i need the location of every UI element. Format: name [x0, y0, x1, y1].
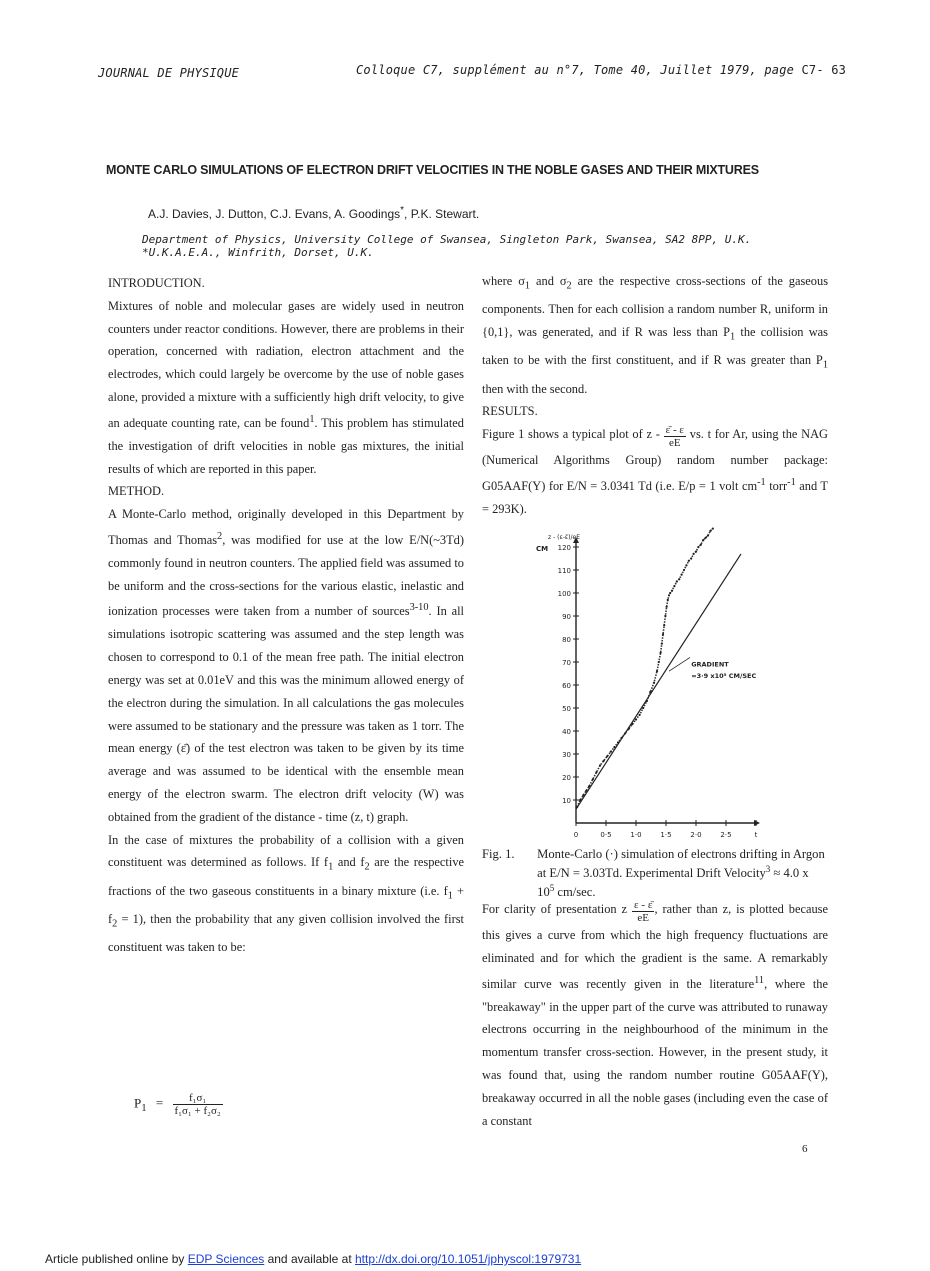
- y-axis-label: z - (ε-ε̄)/eE: [548, 534, 580, 541]
- x-tick-label: 1·5: [660, 831, 672, 839]
- data-point: [653, 682, 655, 684]
- intro-text-a: Mixtures of noble and molecular gases are widely used in neutron counters under reactor conditions. However, there are problems in their operation, concerned with radiation, electron attachment and the electrodes, which could largely be overcome by the use of noble gases alone, provided a mixture with a sufficiently high drift velocity, to give an adequate counting rate, can be found: [108, 298, 464, 430]
- method-ref-1: 2: [217, 530, 223, 542]
- fig1-text-c: torr: [765, 479, 788, 494]
- fig1-frac-num: ε̄ - ε: [665, 424, 685, 437]
- where-text-a: where σ: [482, 274, 525, 288]
- annotation-line-2: =3·9 x10⁵ CM/SEC: [691, 672, 757, 681]
- where-sub-1: 1: [524, 280, 531, 292]
- publisher-link[interactable]: EDP Sciences: [187, 1252, 265, 1266]
- fig1-frac-den: eE: [669, 437, 681, 450]
- clarity-frac-den: eE: [637, 912, 650, 924]
- probability-formula: [134, 1092, 223, 1117]
- clarity-text-b: , rather than z, is plotted because this gives a curve from which the high frequency fluctuations are eliminated and for which the gradient is the same. A remarkably similar curve was recently given in the literature: [482, 902, 828, 991]
- where-sub-2: 2: [566, 280, 572, 292]
- data-point: [646, 700, 648, 702]
- data-point: [585, 790, 587, 792]
- clarity-text-c: , where the "breakaway" in the upper part of the curve was attributed to runaway electrons occurring in the neighbourhood of the minimum in the momentum transfer cross-section. However, in the present study, it was found that, using the random number routine G05AAF(Y), breakaway occurred in all the noble gases (including even the case of a constant: [482, 976, 828, 1128]
- introduction-heading: INTRODUCTION.: [108, 276, 205, 290]
- where-sub-3: 1: [730, 331, 736, 343]
- data-point: [663, 624, 665, 626]
- intro-ref: 1: [309, 413, 315, 425]
- footer: [45, 1252, 581, 1266]
- author-mark: *: [400, 205, 405, 216]
- data-point: [667, 599, 669, 601]
- y-tick-label: 100: [557, 590, 571, 598]
- mix-sub-1: 1: [328, 861, 334, 873]
- data-point: [595, 771, 597, 773]
- y-tick-label: 80: [562, 636, 571, 644]
- method-text-c: . In all simulations isotropic scattering was assumed and the step length was chosen to correspond to 0.1 of the mean free path. The initial electron energy was set at 0.01eV and this was the minimum allowed energy of the electron during the simulation. In all calculations the gas molecules were assumed to be stationary and the pressure was taken as 1 torr. The mean energy (ε̄) of the test electron was taken to be given by its time average and was assumed to be identical with the ensemble mean energy of the electron swarm. The electron drift velocity (W) was obtained from the gradient of the distance - time (z, t) graph.: [108, 604, 464, 824]
- where-text-d: the collision was taken to be with the first constituent, and if R was greater than P: [482, 325, 828, 368]
- page-mark: 6: [802, 1143, 808, 1155]
- data-point: [642, 707, 644, 709]
- data-point: [683, 569, 685, 571]
- y-tick-label: 70: [562, 659, 571, 667]
- where-sub-4: 1: [822, 359, 828, 371]
- caption-text-b: ≈ 4.0 x 10: [537, 866, 809, 900]
- clarity-fraction: [632, 899, 654, 924]
- formula-fraction: [173, 1092, 223, 1117]
- data-point: [635, 718, 637, 720]
- method-text-b: , was modified for use at the low E/N(~3Td) commonly found in neutron counters. The applied field was assumed to be uniform and the cross-sections for the various elastic, inelastic and ionization processes were taken from a number of sources: [108, 533, 464, 619]
- fig1-sup-1: -1: [757, 476, 766, 488]
- data-point: [697, 546, 699, 548]
- gradient-line: [576, 554, 741, 809]
- data-point: [588, 785, 590, 787]
- data-point: [599, 764, 601, 766]
- data-point: [621, 737, 623, 739]
- y-tick-label: 30: [562, 751, 571, 759]
- affiliation-2-mark: *: [142, 246, 149, 259]
- paper-title: MONTE CARLO SIMULATIONS OF ELECTRON DRIFT VELOCITIES IN THE NOBLE GASES AND THEIR MIXTURES: [106, 163, 759, 177]
- doi-link[interactable]: http://dx.doi.org/10.1051/jphyscol:1979731: [354, 1252, 582, 1266]
- footer-prefix: Article published online by: [45, 1252, 188, 1266]
- data-point: [610, 751, 612, 753]
- page-number: C7- 63: [801, 63, 847, 77]
- citation-text: Colloque C7, supplément au n°7, Tome 40, Juillet 1979, page: [356, 63, 795, 77]
- data-point: [661, 643, 663, 645]
- data-point: [582, 794, 584, 796]
- authors: [148, 205, 479, 221]
- introduction-paragraph: [108, 295, 464, 481]
- data-point: [709, 530, 711, 532]
- caption-text-c: cm/sec.: [554, 885, 596, 900]
- intro-text-b: . This problem has stimulated the investigation of drift velocities in noble gas mixtures, the initial results of which are reported in this paper.: [108, 415, 464, 476]
- x-tick-label: 0·5: [600, 831, 612, 839]
- figure-1-caption: [482, 847, 832, 900]
- mix-sub-4: 2: [112, 918, 118, 930]
- results-heading: RESULTS.: [482, 404, 538, 419]
- figure1-paragraph: [482, 423, 828, 521]
- data-point: [681, 574, 683, 576]
- annotation-line-1: GRADIENT: [691, 660, 729, 669]
- author-names: A.J. Davies, J. Dutton, C.J. Evans, A. Goodings: [148, 207, 401, 221]
- formula-lhs: P: [134, 1095, 142, 1111]
- right-column-bottom: [482, 898, 828, 1132]
- x-tick-label: 1·0: [630, 831, 642, 839]
- method-heading: METHOD.: [108, 484, 165, 499]
- data-point: [660, 652, 662, 654]
- y-tick-label: 120: [557, 544, 571, 552]
- mix-sub-3: 1: [447, 890, 453, 902]
- x-tick-label: 0: [573, 831, 579, 839]
- formula-denominator: f₁σ₁ + f₂σ₂: [174, 1105, 221, 1117]
- x-axis-arrow-icon: [754, 820, 760, 826]
- affiliation-2: [142, 246, 822, 259]
- data-point: [705, 537, 707, 539]
- caption-sup-1: 3: [765, 864, 771, 874]
- method-ref-2: 3-10: [409, 602, 429, 614]
- clarity-frac-num: ε - ε̄: [634, 899, 653, 911]
- data-point: [700, 544, 702, 546]
- where-text-e: then with the second.: [482, 381, 588, 396]
- data-point: [690, 557, 692, 559]
- formula-numerator: f₁σ₁: [173, 1092, 223, 1105]
- mixture-paragraph: [108, 829, 464, 959]
- method-text-a: A Monte-Carlo method, originally developed in this Department by Thomas and Thomas: [108, 507, 464, 548]
- data-point: [649, 691, 651, 693]
- caption-text-a: Monte-Carlo (·) simulation of electrons drifting in Argon at E/N = 3.03Td. Experimental Drift Velocity: [537, 847, 825, 881]
- data-point: [613, 746, 615, 748]
- data-point: [695, 551, 697, 553]
- mix-text-c: are the respective fractions of the two gaseous constituents in a binary mixture (i.e. f: [108, 855, 465, 898]
- y-tick-label: 60: [562, 682, 571, 690]
- clarity-paragraph: [482, 898, 828, 1132]
- data-point: [685, 564, 687, 566]
- caption-sup-2: 5: [549, 883, 555, 894]
- y-tick-label: 110: [557, 567, 571, 575]
- data-point: [712, 528, 714, 530]
- mix-text-e: = 1), then the probability that any given collision involved the first constituent was taken to be:: [108, 911, 464, 955]
- data-point: [678, 578, 680, 580]
- data-point: [664, 615, 666, 617]
- y-tick-label: 40: [562, 728, 571, 736]
- data-point: [628, 728, 630, 730]
- formula-lhs-sub: 1: [141, 1102, 147, 1115]
- where-text-b: and σ: [530, 274, 567, 288]
- data-point: [668, 594, 670, 596]
- data-point: [624, 732, 626, 734]
- where-text-c: are the respective cross-sections of the gaseous components. Then for each collision a random number R, uniform in {0,1}, was generated, and if R was less than P: [482, 274, 829, 340]
- y-tick-label: 10: [562, 797, 571, 805]
- data-point: [576, 806, 578, 808]
- fig1-text-a: Figure 1 shows a typical plot of z -: [482, 427, 660, 442]
- data-point: [671, 590, 673, 592]
- y-tick-label: 90: [562, 613, 571, 621]
- data-point: [669, 592, 671, 594]
- data-point: [639, 714, 641, 716]
- affiliation-1: Department of Physics, University College of Swansea, Singleton Park, Swansea, SA2 8PP, U.K.: [142, 233, 752, 246]
- data-point: [688, 560, 690, 562]
- fig1-text-b: vs. t for Ar, using the NAG (Numerical Algorithms Group) random number package: G05AAF(Y) for E/N = 3.0341 Td (i.e. E/p = 1 volt cm: [482, 427, 829, 494]
- data-point: [676, 580, 678, 582]
- citation-line: [356, 63, 846, 77]
- x-tick-label: t: [754, 831, 758, 839]
- right-column-top: [482, 270, 828, 521]
- fig1-sup-2: -1: [787, 476, 796, 488]
- where-paragraph: [482, 270, 828, 400]
- x-tick-label: 2·0: [690, 831, 702, 839]
- affiliations: [142, 233, 822, 259]
- data-point: [702, 539, 704, 541]
- data-point: [666, 606, 668, 608]
- affiliation-2-text: U.K.A.E.A., Winfrith, Dorset, U.K.: [148, 246, 374, 259]
- mix-sub-2: 2: [364, 861, 370, 873]
- caption-text: [537, 847, 827, 900]
- method-paragraph: [108, 503, 464, 828]
- fig1-text-d: and T = 293K).: [482, 479, 829, 516]
- clarity-text-a: For clarity of presentation z: [482, 902, 628, 916]
- journal-name: JOURNAL DE PHYSIQUE: [98, 66, 240, 80]
- data-point: [656, 670, 658, 672]
- left-column: [108, 272, 464, 959]
- data-point: [673, 585, 675, 587]
- data-point: [707, 534, 709, 536]
- data-point: [658, 661, 660, 663]
- mix-text-a: In the case of mixtures the probability of a collision with a given constituent was determined as follows. If f: [108, 832, 464, 870]
- caption-label: Fig. 1.: [482, 847, 515, 861]
- x-tick-label: 2·5: [720, 831, 732, 839]
- footer-middle: and available at: [264, 1252, 355, 1266]
- data-point: [631, 723, 633, 725]
- fig1-fraction: [664, 424, 686, 449]
- figure-1-chart: [530, 525, 780, 845]
- data-point: [603, 760, 605, 762]
- data-point: [579, 799, 581, 801]
- y-axis-unit: CM: [536, 545, 549, 553]
- formula-equals: =: [155, 1095, 164, 1111]
- y-tick-label: 20: [562, 774, 571, 782]
- y-tick-label: 50: [562, 705, 571, 713]
- author-last: , P.K. Stewart.: [404, 207, 480, 221]
- data-point: [592, 778, 594, 780]
- data-point: [617, 741, 619, 743]
- mix-text-b: and f: [333, 855, 365, 870]
- data-point: [606, 755, 608, 757]
- clarity-ref: 11: [754, 974, 765, 986]
- mix-text-d: + f: [108, 883, 464, 926]
- data-point: [662, 633, 664, 635]
- data-point: [693, 553, 695, 555]
